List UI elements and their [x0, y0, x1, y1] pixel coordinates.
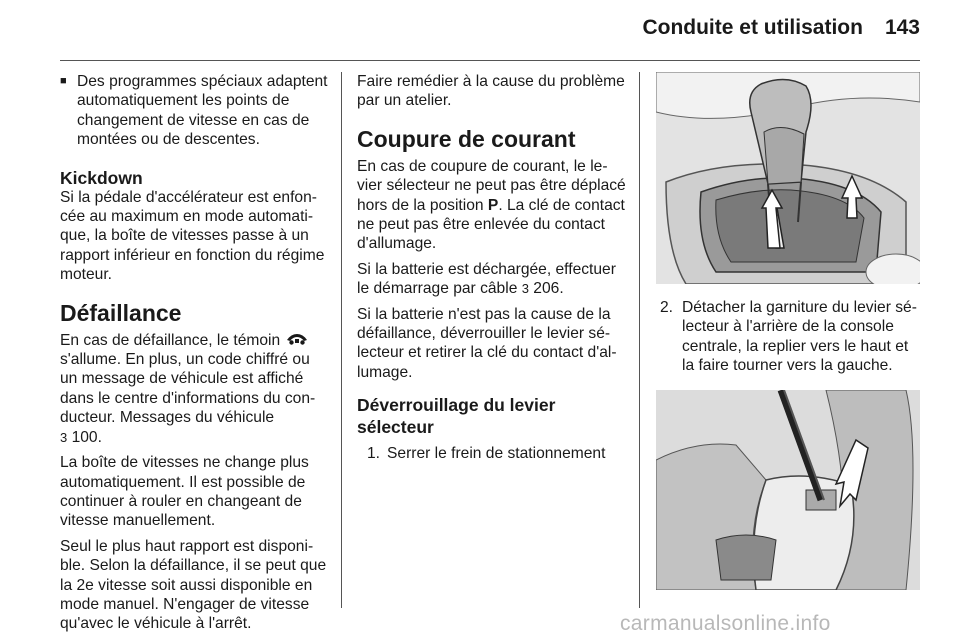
- step-text: Serrer le frein de stationnement: [387, 445, 606, 463]
- console-trim-illustration: [656, 390, 920, 590]
- page-ref: 206.: [533, 280, 564, 298]
- step-text: Détacher la garniture du levier sélecteur à l'arrière de la console centrale, la replier vers le haut et la faire tourner vers la gauche.: [682, 299, 917, 375]
- coupure-paragraph-2: [357, 260, 627, 299]
- text-span: . La clé de contact ne peut pas être enlevée du contact d'allumage.: [357, 196, 625, 253]
- kickdown-text: Si la pédale d'accélérateur est enfoncée au maximum en mode automatique, la boîte de vitesses passe à un rapport inférieur en fonction du régime moteur.: [60, 188, 325, 284]
- page-ref-icon: 3: [60, 429, 68, 445]
- coupure-heading: Coupure de courant: [357, 125, 576, 152]
- gear-lever-illustration: [656, 72, 920, 284]
- step-number: 1.: [367, 445, 381, 463]
- text-span: En cas de coupure de courant, le levier sélecteur ne peut pas être déplacé hors de la position: [357, 157, 626, 214]
- bullet-text: Des programmes spéciaux adaptent automatiquement les points de changement de vitesse en cas de montées ou de descentes.: [77, 73, 328, 149]
- deverrouillage-heading: Déverrouillage du levier sélecteur: [357, 395, 556, 438]
- step-number: 2.: [660, 299, 674, 316]
- bullet-square-icon: ■: [60, 75, 67, 87]
- defaillance-paragraph-2: La boîte de vitesses ne change plus automatiquement. Il est possible de continuer à rouler en changeant de vitesse manuellement.: [60, 454, 309, 530]
- page-number: 143: [884, 16, 920, 39]
- text-span: Si la batterie est déchargée, effectuer le démarrage par câble: [357, 260, 616, 298]
- column-divider: [639, 72, 640, 608]
- defaillance-paragraph-1: [60, 331, 328, 447]
- coupure-paragraph-1: [357, 157, 627, 254]
- intro-text: Faire remédier à la cause du problème par un atelier.: [357, 73, 625, 110]
- step-2: [656, 298, 920, 376]
- header-rule: [60, 60, 920, 61]
- text-span: s'allume. En plus, un code chiffré ou un message de véhicule est affiché dans le centre d'informations du conducteur. Messages du véhicule: [60, 351, 316, 427]
- header-title: Conduite et utilisation: [642, 16, 863, 39]
- column-1: [60, 72, 328, 640]
- kickdown-heading: Kickdown: [60, 167, 143, 188]
- defaillance-heading: Défaillance: [60, 299, 182, 326]
- position-p: P: [487, 196, 499, 214]
- gearbox-warning-icon: [285, 332, 309, 346]
- bullet-item: [60, 72, 328, 150]
- column-divider: [341, 72, 342, 608]
- coupure-paragraph-3: Si la batterie n'est pas la cause de la défaillance, déverrouiller le levier sélecteur et retirer la clé du contact d'allumage.: [357, 305, 617, 381]
- column-3: [656, 72, 920, 590]
- page-ref: 100.: [71, 428, 102, 446]
- defaillance-paragraph-3: Seul le plus haut rapport est disponible. Selon la défaillance, il se peut que la 2e vitesse soit aussi disponible en mode manuel. N'engager de vitesse qu'avec le véhicule à l'arrêt.: [60, 537, 327, 633]
- step-1: [357, 444, 627, 463]
- text-span: En cas de défaillance, le témoin: [60, 331, 281, 349]
- watermark: carmanualsonline.info: [620, 612, 831, 635]
- page-ref-icon: 3: [521, 281, 529, 297]
- page-header: [642, 16, 920, 50]
- column-2: [357, 72, 627, 464]
